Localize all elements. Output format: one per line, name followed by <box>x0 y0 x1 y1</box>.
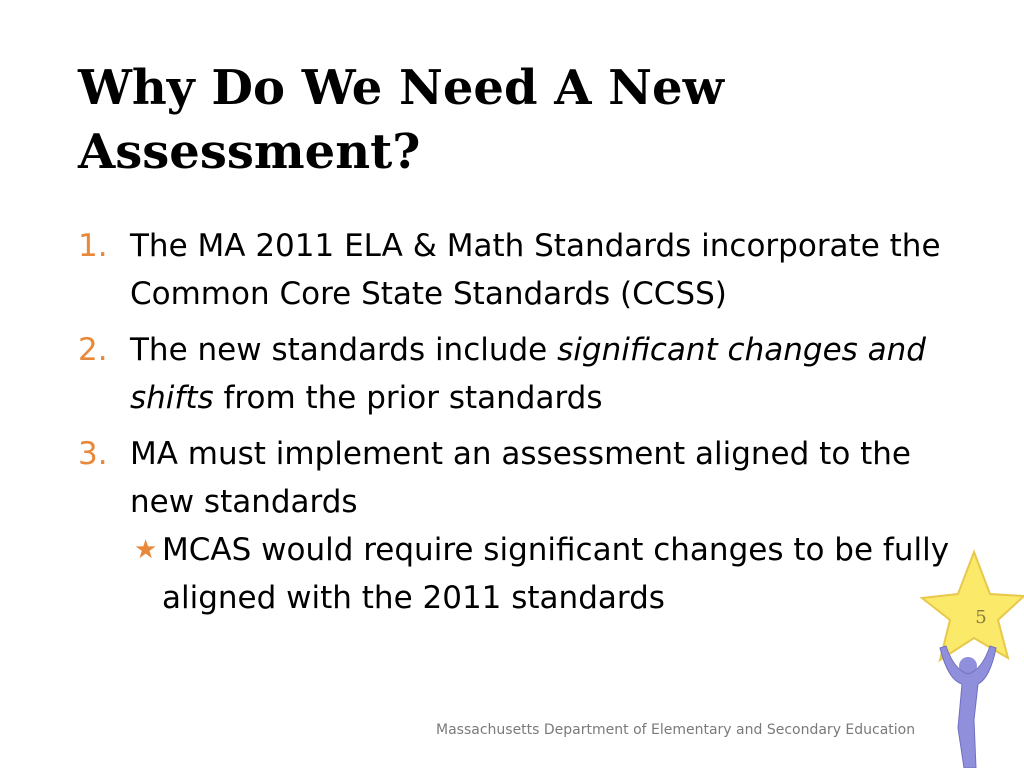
slide-body <box>78 222 958 622</box>
list-item-2 <box>78 326 958 422</box>
list-number-3: 3. <box>78 436 108 472</box>
list-text-2-italic: significant changes and shifts <box>130 332 926 416</box>
sub-bullet-item <box>78 526 958 622</box>
list-text-1: The MA 2011 ELA & Math Standards incorporate the Common Core State Standards (CCSS) <box>130 228 941 312</box>
star-bullet-icon: ★ <box>134 535 158 565</box>
star-figure-icon <box>918 548 1024 768</box>
list-item-3 <box>78 430 958 526</box>
list-number-2: 2. <box>78 332 108 368</box>
sub-bullet-text: MCAS would require significant changes to be fully aligned with the 2011 standards <box>162 532 950 616</box>
footer-text: Massachusetts Department of Elementary and Secondary Education <box>436 722 916 738</box>
list-text-2-after: from the prior standards <box>213 380 603 416</box>
page-number: 5 <box>975 607 987 628</box>
list-text-3: MA must implement an assessment aligned to the new standards <box>130 436 912 520</box>
list-number-1: 1. <box>78 228 108 264</box>
slide-title: Why Do We Need A New Assessment? <box>78 60 724 180</box>
list-text-2-before: The new standards include <box>130 332 558 368</box>
list-item-1 <box>78 222 958 318</box>
